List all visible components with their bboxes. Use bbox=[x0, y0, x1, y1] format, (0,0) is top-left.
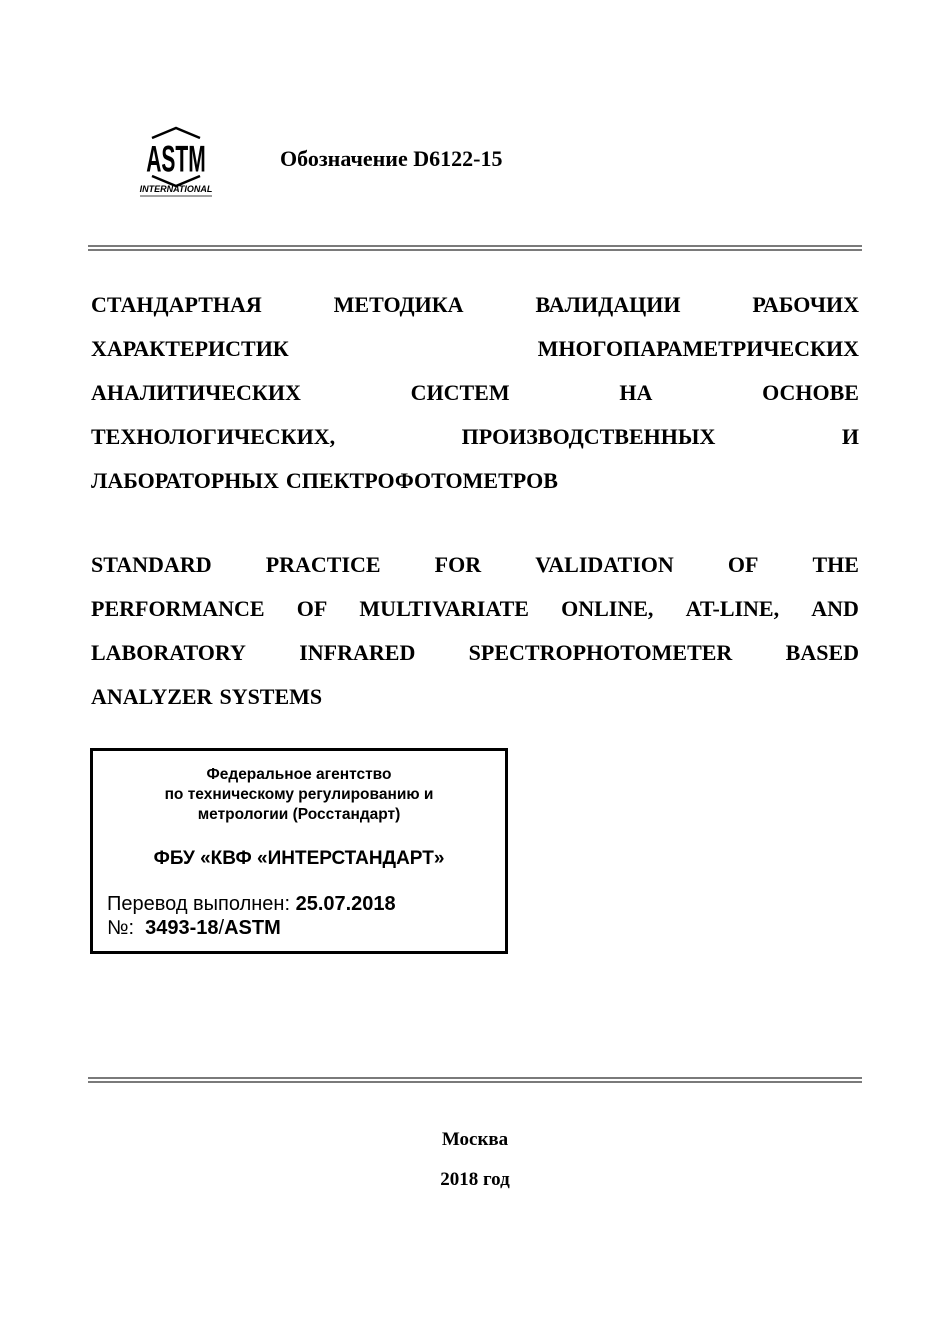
translation-label: Перевод выполнен: bbox=[107, 893, 291, 915]
number-separator: / bbox=[218, 917, 225, 939]
logo-subtitle: INTERNATIONAL bbox=[139, 184, 213, 194]
top-divider bbox=[88, 245, 862, 251]
title-word: МЕТОДИКА bbox=[333, 292, 464, 317]
title-word: ВАЛИДАЦИИ bbox=[535, 292, 681, 317]
bottom-divider bbox=[88, 1077, 862, 1083]
title-word: РАБОЧИХ bbox=[752, 292, 859, 317]
translation-number-row bbox=[107, 917, 281, 940]
title-word: СТАНДАРТНАЯ bbox=[91, 292, 262, 317]
title-word: LABORATORY bbox=[91, 640, 246, 665]
title-en-line bbox=[91, 543, 859, 587]
title-word: И bbox=[841, 424, 859, 449]
agency-line: метрологии (Росстандарт) bbox=[197, 806, 401, 823]
title-ru-line bbox=[91, 371, 859, 415]
title-word: SYSTEMS bbox=[219, 684, 323, 709]
title-word: SPECTROPHOTOMETER bbox=[468, 640, 733, 665]
title-word: МНОГОПАРАМЕТРИЧЕСКИХ bbox=[537, 336, 859, 361]
title-en-line bbox=[91, 631, 859, 675]
agency-line: Федеральное агентство bbox=[206, 766, 392, 783]
title-word: АНАЛИТИЧЕСКИХ bbox=[91, 380, 301, 405]
title-word: INFRARED bbox=[299, 640, 416, 665]
title-word: ПРОИЗВОДСТВЕННЫХ bbox=[461, 424, 716, 449]
title-word: FOR bbox=[434, 552, 482, 577]
title-word: AT-LINE, bbox=[685, 596, 780, 621]
astm-logo bbox=[132, 124, 220, 200]
agency-name bbox=[93, 765, 505, 825]
title-en-line bbox=[91, 587, 859, 631]
publication-year: 2018 год bbox=[440, 1169, 510, 1190]
title-word: ANALYZER bbox=[91, 684, 213, 709]
translation-date-row bbox=[107, 893, 396, 916]
title-ru-line bbox=[91, 327, 859, 371]
title-ru-line bbox=[91, 415, 859, 459]
title-word: PERFORMANCE bbox=[91, 596, 265, 621]
number-label: №: bbox=[107, 917, 135, 939]
title-word: ЛАБОРАТОРНЫХ bbox=[91, 468, 279, 493]
title-word: OF bbox=[296, 596, 328, 621]
title-word: СИСТЕМ bbox=[410, 380, 510, 405]
number-value: 3493-18 bbox=[145, 917, 219, 939]
title-english bbox=[91, 543, 859, 719]
title-word: ОСНОВЕ bbox=[762, 380, 859, 405]
number-suffix: ASTM bbox=[224, 917, 281, 939]
organization-name: ФБУ «КВФ «ИНТЕРСТАНДАРТ» bbox=[153, 848, 445, 869]
publication-city: Москва bbox=[441, 1129, 509, 1150]
logo-letters: ASTM bbox=[146, 138, 206, 181]
title-word: STANDARD bbox=[91, 552, 212, 577]
title-word: VALIDATION bbox=[535, 552, 674, 577]
title-word: ТЕХНОЛОГИЧЕСКИХ, bbox=[91, 424, 336, 449]
title-word: AND bbox=[811, 596, 859, 621]
translation-stamp bbox=[90, 748, 508, 954]
title-russian bbox=[91, 283, 859, 503]
title-word: BASED bbox=[785, 640, 859, 665]
title-word: OF bbox=[727, 552, 759, 577]
title-ru-line bbox=[91, 283, 859, 327]
title-ru-line bbox=[91, 459, 859, 503]
title-word: ONLINE, bbox=[561, 596, 654, 621]
agency-line: по техническому регулированию и bbox=[164, 786, 434, 803]
title-word: НА bbox=[619, 380, 653, 405]
document-designation: Обозначение D6122-15 bbox=[280, 146, 503, 171]
title-word: ХАРАКТЕРИСТИК bbox=[91, 336, 289, 361]
title-word: THE bbox=[812, 552, 859, 577]
title-word: PRACTICE bbox=[265, 552, 381, 577]
title-word: MULTIVARIATE bbox=[359, 596, 529, 621]
title-word: СПЕКТРОФОТОМЕТРОВ bbox=[285, 468, 558, 493]
title-en-line bbox=[91, 675, 859, 719]
translation-date: 25.07.2018 bbox=[295, 893, 396, 915]
